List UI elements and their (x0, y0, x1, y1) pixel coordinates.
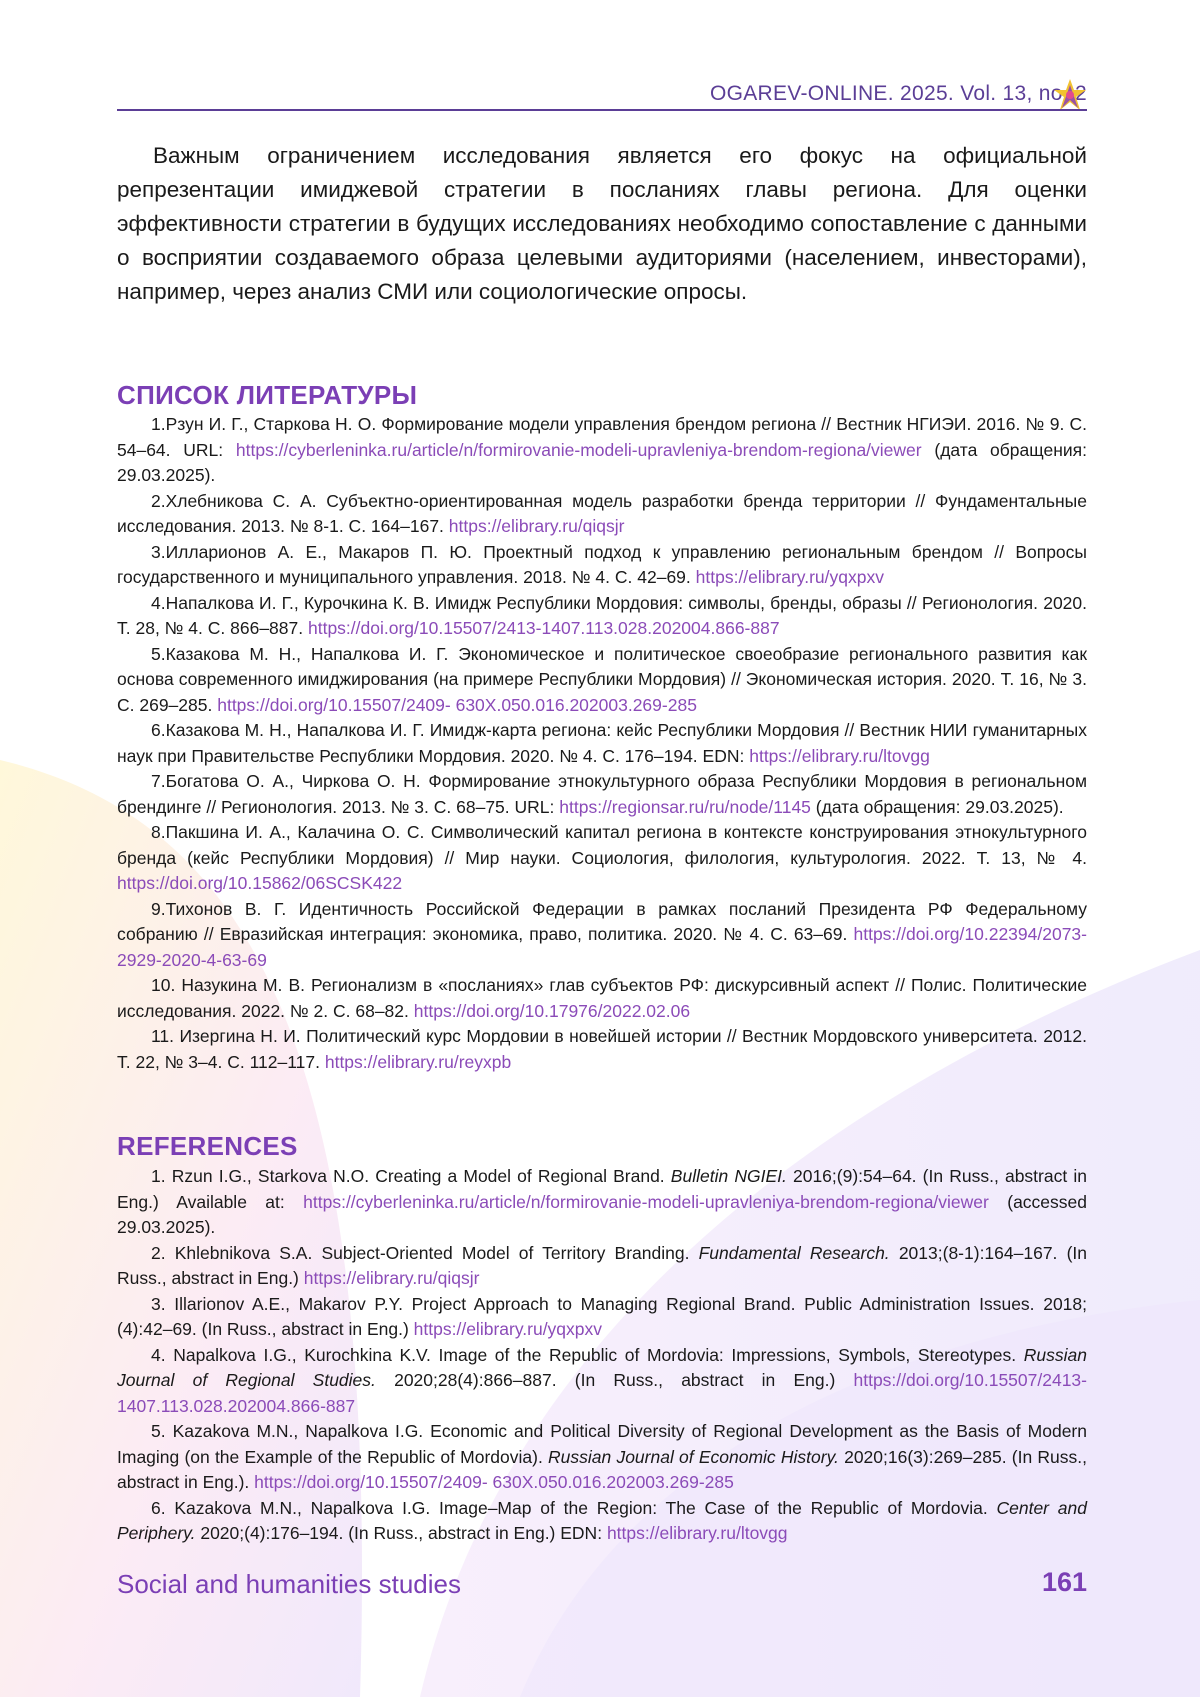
reference-link[interactable]: https://elibrary.ru/reyxpb (325, 1052, 511, 1072)
reference-item (117, 591, 1087, 642)
reference-text: 8.Пакшина И. А., Калачина О. С. Символический капитал региона в контексте конструирования этнокультурного бренда (кейс Республики Мордовия) // Мир науки. Социология, филология, культурология. 2022. Т. 13, № 4. (117, 822, 1087, 868)
reference-link[interactable]: https://regionsar.ru/ru/node/1145 (559, 797, 811, 817)
reference-link[interactable]: https://elibrary.ru/yqxpxv (696, 567, 884, 587)
reference-link[interactable]: https://cyberleninka.ru/article/n/formirovanie-modeli-upravleniya-brendom-regiona/viewer (236, 440, 922, 460)
reference-details: 2013;(8-1):164–167. (In Russ., abstract in Eng.) (117, 1243, 1087, 1289)
reference-link[interactable]: https://cyberleninka.ru/article/n/formirovanie-modeli-upravleniya-brendom-regiona/viewer (303, 1192, 989, 1212)
page-number: 161 (1000, 1567, 1087, 1598)
reference-journal: Bulletin NGIEI. (671, 1166, 787, 1186)
reference-link[interactable]: https://elibrary.ru/qiqsjr (304, 1268, 480, 1288)
reference-journal: Center and Periphery. (117, 1498, 1087, 1544)
reference-text: 1.Рзун И. Г., Старкова Н. О. Формирование модели управления брендом региона // Вестник НГИЭИ. 2016. № 9. С. 54–64. URL: (117, 414, 1087, 460)
reference-text: 11. Изергина Н. И. Политический курс Мордовии в новейшей истории // Вестник Мордовского университета. 2012. Т. 22, № 3–4. С. 112–117. (117, 1026, 1087, 1072)
reference-item (117, 1164, 1087, 1241)
reference-item (117, 973, 1087, 1024)
body-text (117, 139, 1087, 309)
reference-link[interactable]: https://doi.org/10.15507/2409- 630X.050.016.202003.269-285 (217, 695, 697, 715)
journal-logo-icon (1052, 78, 1088, 112)
reference-tail: (дата обращения: 29.03.2025). (811, 797, 1064, 817)
reference-item (117, 1292, 1087, 1343)
reference-tail: (дата обращения: 29.03.2025). (117, 440, 1087, 486)
reference-link[interactable]: https://doi.org/10.15507/2409- 630X.050.016.202003.269-285 (254, 1472, 734, 1492)
footer-section-name: Social and humanities studies (117, 1569, 461, 1600)
reference-journal: Russian Journal of Economic History. (548, 1447, 839, 1467)
reference-text: 2.Хлебникова С. А. Субъектно-ориентированная модель разработки бренда территории // Фундаментальные исследования. 2013. № 8-1. С. 164–167. (117, 491, 1087, 537)
reference-text: 7.Богатова О. А., Чиркова О. Н. Формирование этнокультурного образа Республики Мордовия в региональном брендинге // Регионология. 2013. № 3. С. 68–75. URL: (117, 771, 1087, 817)
reference-item (117, 642, 1087, 719)
reference-journal: Fundamental Research. (699, 1243, 890, 1263)
ru-references-title: СПИСОК ЛИТЕРАТУРЫ (117, 380, 417, 411)
reference-link[interactable]: https://doi.org/10.22394/2073-2929-2020-4-63-69 (117, 924, 1087, 970)
reference-text: 3.Илларионов А. Е., Макаров П. Ю. Проектный подход к управлению региональным брендом // Вопросы государственного и муниципального управления. 2018. № 4. С. 42–69. (117, 542, 1087, 588)
reference-item (117, 1496, 1087, 1547)
reference-item (117, 897, 1087, 974)
reference-authors-title: 2. Khlebnikova S.A. Subject-Oriented Model of Territory Branding. (151, 1243, 699, 1263)
reference-item (117, 412, 1087, 489)
reference-link[interactable]: https://elibrary.ru/ltovgg (607, 1523, 788, 1543)
reference-authors-title: 5. Kazakova M.N., Napalkova I.G. Economic and Political Diversity of Regional Development as the Basis of Modern Imaging (on the Example of the Republic of Mordovia). (117, 1421, 1087, 1467)
intro-paragraph: Важным ограничением исследования является его фокус на официальной репрезентации имиджевой стратегии в посланиях главы региона. Для оценки эффективности стратегии в будущих исследованиях необходимо сопоставление с данными о восприятии создаваемого образа целевыми аудиториями (населением, инвесторами), например, через анализ СМИ или социологические опросы. (117, 139, 1087, 309)
reference-item (117, 820, 1087, 897)
reference-link[interactable]: https://elibrary.ru/ltovgg (749, 746, 930, 766)
journal-header: OGAREV-ONLINE. 2025. Vol. 13, no. 2 (117, 82, 1087, 106)
reference-details: 2016;(9):54–64. (In Russ., abstract in Eng.) Available at: (117, 1166, 1087, 1212)
en-references-list (117, 1164, 1087, 1547)
reference-link[interactable]: https://doi.org/10.15862/06SCSK422 (117, 873, 402, 893)
reference-link[interactable]: https://doi.org/10.17976/2022.02.06 (414, 1001, 690, 1021)
journal-page (0, 0, 1200, 1697)
reference-text: 6.Казакова М. Н., Напалкова И. Г. Имидж-карта региона: кейс Республики Мордовия // Вестник НИИ гуманитарных наук при Правительстве Республики Мордовия. 2020. № 4. С. 176–194. EDN: (117, 720, 1087, 766)
reference-tail: (accessed 29.03.2025). (117, 1192, 1087, 1238)
reference-link[interactable]: https://elibrary.ru/qiqsjr (449, 516, 625, 536)
reference-item (117, 540, 1087, 591)
reference-authors-title: 1. Rzun I.G., Starkova N.O. Creating a Model of Regional Brand. (151, 1166, 671, 1186)
reference-link[interactable]: https://doi.org/10.15507/2413-1407.113.028.202004.866-887 (308, 618, 780, 638)
reference-link[interactable]: https://elibrary.ru/yqxpxv (414, 1319, 602, 1339)
reference-item (117, 718, 1087, 769)
reference-link[interactable]: https://doi.org/10.15507/2413-1407.113.028.202004.866-887 (117, 1370, 1087, 1416)
reference-authors-title: 6. Kazakova M.N., Napalkova I.G. Image–Map of the Region: The Case of the Republic of Mordovia. (151, 1498, 996, 1518)
reference-authors-title: 3. Illarionov A.E., Makarov P.Y. Project Approach to Managing Regional Brand. Public Administration Issues. 2018;(4):42–69. (In Russ., abstract in Eng.) (117, 1294, 1087, 1340)
reference-details: 2020;28(4):866–887. (In Russ., abstract in Eng.) (376, 1370, 854, 1390)
reference-text: 4.Напалкова И. Г., Курочкина К. В. Имидж Республики Мордовия: символы, бренды, образы // Регионология. 2020. Т. 28, № 4. С. 866–887. (117, 593, 1087, 639)
ru-references-list (117, 412, 1087, 1075)
reference-details: 2020;16(3):269–285. (In Russ., abstract in Eng.). (117, 1447, 1087, 1493)
reference-text: 5.Казакова М. Н., Напалкова И. Г. Экономическое и политическое своеобразие регионального развития как основа современного имиджирования (на примере Республики Мордовия) // Экономическая история. 2020. Т. 16, № 3. С. 269–285. (117, 644, 1087, 715)
reference-item (117, 1024, 1087, 1075)
reference-item (117, 769, 1087, 820)
en-references-title: REFERENCES (117, 1131, 298, 1162)
reference-item (117, 489, 1087, 540)
reference-journal: Russian Journal of Regional Studies. (117, 1345, 1087, 1391)
reference-item (117, 1343, 1087, 1420)
header-divider (117, 109, 1087, 111)
reference-text: 9.Тихонов В. Г. Идентичность Российской Федерации в рамках посланий Президента РФ Федеральному собранию // Евразийская интеграция: экономика, право, политика. 2020. № 4. С. 63–69. (117, 899, 1087, 945)
reference-details: 2020;(4):176–194. (In Russ., abstract in Eng.) EDN: (195, 1523, 606, 1543)
reference-item (117, 1241, 1087, 1292)
reference-text: 10. Назукина М. В. Регионализм в «посланиях» глав субъектов РФ: дискурсивный аспект // Полис. Политические исследования. 2022. № 2. С. 68–82. (117, 975, 1087, 1021)
reference-item (117, 1419, 1087, 1496)
reference-authors-title: 4. Napalkova I.G., Kurochkina K.V. Image of the Republic of Mordovia: Impressions, Symbols, Stereotypes. (151, 1345, 1024, 1365)
